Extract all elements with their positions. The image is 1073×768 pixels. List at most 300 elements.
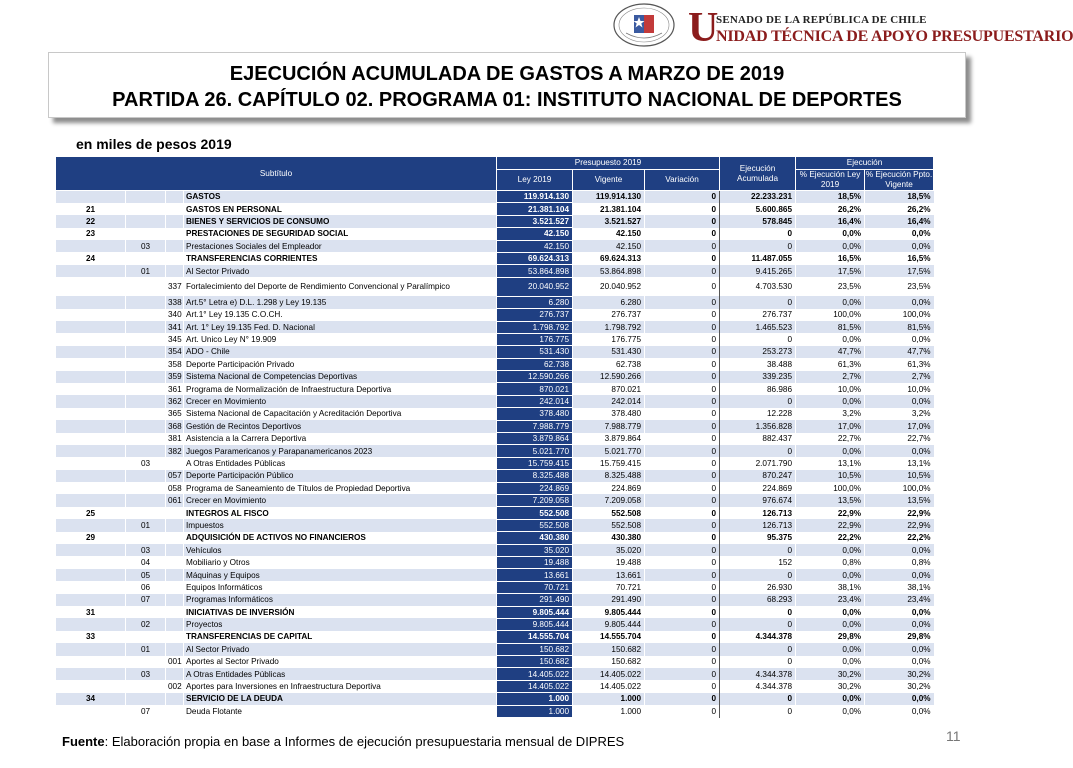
cell-a: [166, 265, 184, 277]
cell-a: [166, 507, 184, 519]
cell-var: 0: [645, 346, 720, 358]
cell-pv: 23,4%: [865, 594, 934, 606]
cell-s: [56, 544, 126, 556]
cell-vig: 291.490: [573, 594, 645, 606]
cell-vig: 15.759.415: [573, 457, 645, 469]
title-line1: EJECUCIÓN ACUMULADA DE GASTOS A MARZO DE 2019: [229, 63, 785, 85]
cell-i: 03: [126, 668, 166, 680]
cell-a: [166, 544, 184, 556]
cell-i: [126, 358, 166, 370]
cell-var: 0: [645, 470, 720, 482]
cell-i: [126, 631, 166, 643]
cell-i: [126, 215, 166, 227]
cell-vig: 1.798.792: [573, 321, 645, 333]
cell-ej: 126.713: [720, 519, 796, 531]
header-vigente: Vigente: [573, 170, 645, 191]
cell-i: [126, 346, 166, 358]
budget-table-container: [55, 156, 933, 718]
cell-vig: 9.805.444: [573, 606, 645, 618]
cell-vig: 3.879.864: [573, 433, 645, 445]
cell-pl: 38,1%: [796, 581, 865, 593]
cell-i: [126, 321, 166, 333]
cell-var: 0: [645, 265, 720, 277]
cell-pl: 2,7%: [796, 371, 865, 383]
cell-a: [166, 618, 184, 630]
cell-i: [126, 309, 166, 321]
cell-name: A Otras Entidades Públicas: [184, 668, 497, 680]
cell-pl: 18,5%: [796, 191, 865, 203]
cell-ej: 126.713: [720, 507, 796, 519]
cell-a: [166, 631, 184, 643]
cell-var: 0: [645, 705, 720, 717]
table-row: [56, 215, 934, 227]
cell-ley: 42.150: [497, 228, 573, 240]
brand-letter: U: [688, 5, 719, 51]
cell-vig: 150.682: [573, 656, 645, 668]
cell-a: 345: [166, 333, 184, 345]
cell-var: 0: [645, 203, 720, 215]
cell-ley: 1.000: [497, 705, 573, 717]
footer-text: : Elaboración propia en base a Informes de ejecución presupuestaria mensual de DIPRES: [104, 734, 625, 749]
table-row: [56, 656, 934, 668]
cell-i: [126, 494, 166, 506]
cell-vig: 62.738: [573, 358, 645, 370]
cell-ley: 20.040.952: [497, 277, 573, 296]
cell-a: 338: [166, 296, 184, 308]
cell-pl: 22,7%: [796, 433, 865, 445]
cell-a: 354: [166, 346, 184, 358]
cell-i: [126, 656, 166, 668]
cell-pv: 2,7%: [865, 371, 934, 383]
cell-name: TRANSFERENCIAS DE CAPITAL: [184, 631, 497, 643]
cell-pv: 13,5%: [865, 494, 934, 506]
cell-pl: 30,2%: [796, 668, 865, 680]
cell-i: 03: [126, 240, 166, 252]
cell-s: 22: [56, 215, 126, 227]
cell-pv: 81,5%: [865, 321, 934, 333]
cell-name: BIENES Y SERVICIOS DE CONSUMO: [184, 215, 497, 227]
cell-ej: 2.071.790: [720, 457, 796, 469]
cell-s: [56, 277, 126, 296]
brand-line1: SENADO DE LA REPÚBLICA DE CHILE: [716, 14, 927, 26]
cell-s: [56, 656, 126, 668]
cell-var: 0: [645, 383, 720, 395]
cell-ej: 224.869: [720, 482, 796, 494]
table-row: [56, 277, 934, 296]
cell-ej: 1.465.523: [720, 321, 796, 333]
table-row: [56, 191, 934, 203]
cell-ley: 176.775: [497, 333, 573, 345]
cell-a: 337: [166, 277, 184, 296]
cell-pl: 0,0%: [796, 240, 865, 252]
cell-a: [166, 643, 184, 655]
cell-ley: 9.805.444: [497, 606, 573, 618]
cell-ej: 0: [720, 606, 796, 618]
senado-seal-logo: [612, 3, 676, 47]
cell-a: [166, 252, 184, 264]
cell-i: [126, 252, 166, 264]
cell-pl: 0,0%: [796, 445, 865, 457]
cell-vig: 70.721: [573, 581, 645, 593]
cell-vig: 8.325.488: [573, 470, 645, 482]
cell-var: 0: [645, 680, 720, 692]
cell-vig: 14.555.704: [573, 631, 645, 643]
cell-pv: 10,5%: [865, 470, 934, 482]
cell-pv: 3,2%: [865, 408, 934, 420]
cell-name: Gestión de Recintos Deportivos: [184, 420, 497, 432]
cell-var: 0: [645, 191, 720, 203]
cell-ley: 531.430: [497, 346, 573, 358]
cell-pl: 10,5%: [796, 470, 865, 482]
cell-pv: 22,9%: [865, 519, 934, 531]
cell-s: [56, 643, 126, 655]
cell-vig: 224.869: [573, 482, 645, 494]
cell-pl: 22,2%: [796, 532, 865, 544]
cell-var: 0: [645, 594, 720, 606]
cell-vig: 242.014: [573, 395, 645, 407]
page-number: 11: [946, 728, 961, 744]
cell-a: 362: [166, 395, 184, 407]
cell-name: Crecer en Movimiento: [184, 395, 497, 407]
cell-a: [166, 569, 184, 581]
cell-a: 382: [166, 445, 184, 457]
cell-var: 0: [645, 656, 720, 668]
cell-var: 0: [645, 228, 720, 240]
cell-i: 01: [126, 519, 166, 531]
cell-i: 07: [126, 594, 166, 606]
table-row: [56, 693, 934, 705]
cell-pl: 29,8%: [796, 631, 865, 643]
cell-vig: 176.775: [573, 333, 645, 345]
cell-name: A Otras Entidades Públicas: [184, 457, 497, 469]
table-row: [56, 383, 934, 395]
cell-pv: 30,2%: [865, 668, 934, 680]
cell-pv: 0,0%: [865, 643, 934, 655]
cell-ej: 68.293: [720, 594, 796, 606]
cell-pv: 0,0%: [865, 693, 934, 705]
cell-s: [56, 296, 126, 308]
cell-ej: 95.375: [720, 532, 796, 544]
cell-vig: 21.381.104: [573, 203, 645, 215]
table-row: [56, 346, 934, 358]
cell-a: [166, 705, 184, 717]
cell-name: Aportes para Inversiones en Infraestructura Deportiva: [184, 680, 497, 692]
cell-i: 04: [126, 556, 166, 568]
table-row: [56, 420, 934, 432]
table-row: [56, 333, 934, 345]
cell-ley: 12.590.266: [497, 371, 573, 383]
cell-name: Aportes al Sector Privado: [184, 656, 497, 668]
cell-pv: 16,5%: [865, 252, 934, 264]
cell-var: 0: [645, 296, 720, 308]
cell-var: 0: [645, 544, 720, 556]
cell-ley: 53.864.898: [497, 265, 573, 277]
cell-s: [56, 556, 126, 568]
cell-var: 0: [645, 569, 720, 581]
cell-var: 0: [645, 371, 720, 383]
cell-pl: 17,0%: [796, 420, 865, 432]
footer-label: Fuente: [62, 734, 105, 749]
cell-ej: 4.344.378: [720, 668, 796, 680]
cell-name: Prestaciones Sociales del Empleador: [184, 240, 497, 252]
table-row: [56, 507, 934, 519]
cell-var: 0: [645, 321, 720, 333]
cell-name: ADO - Chile: [184, 346, 497, 358]
cell-name: Al Sector Privado: [184, 265, 497, 277]
cell-pl: 22,9%: [796, 519, 865, 531]
cell-a: [166, 215, 184, 227]
cell-i: [126, 470, 166, 482]
cell-ley: 119.914.130: [497, 191, 573, 203]
budget-table: [55, 156, 934, 718]
cell-ley: 15.759.415: [497, 457, 573, 469]
budget-table-body: [56, 191, 934, 718]
cell-name: Proyectos: [184, 618, 497, 630]
cell-a: 058: [166, 482, 184, 494]
cell-pv: 16,4%: [865, 215, 934, 227]
cell-var: 0: [645, 433, 720, 445]
cell-i: [126, 693, 166, 705]
cell-ley: 9.805.444: [497, 618, 573, 630]
cell-ley: 378.480: [497, 408, 573, 420]
table-row: [56, 395, 934, 407]
cell-s: [56, 371, 126, 383]
cell-pl: 13,1%: [796, 457, 865, 469]
cell-var: 0: [645, 693, 720, 705]
table-row: [56, 252, 934, 264]
cell-s: 24: [56, 252, 126, 264]
cell-pv: 0,0%: [865, 656, 934, 668]
cell-i: [126, 333, 166, 345]
cell-i: [126, 383, 166, 395]
cell-vig: 13.661: [573, 569, 645, 581]
header-ejecucion-acumulada: Ejecución Acumulada: [720, 157, 796, 191]
cell-ley: 552.508: [497, 507, 573, 519]
cell-ej: 882.437: [720, 433, 796, 445]
cell-name: Programa de Saneamiento de Títulos de Propiedad Deportiva: [184, 482, 497, 494]
cell-var: 0: [645, 420, 720, 432]
cell-i: [126, 228, 166, 240]
cell-pl: 17,5%: [796, 265, 865, 277]
cell-ley: 3.521.527: [497, 215, 573, 227]
table-row: [56, 680, 934, 692]
cell-ley: 14.555.704: [497, 631, 573, 643]
table-row: [56, 296, 934, 308]
cell-s: [56, 457, 126, 469]
cell-name: Impuestos: [184, 519, 497, 531]
cell-a: 340: [166, 309, 184, 321]
cell-name: Sistema Nacional de Competencias Deportivas: [184, 371, 497, 383]
cell-a: 359: [166, 371, 184, 383]
cell-pl: 0,0%: [796, 618, 865, 630]
cell-s: [56, 494, 126, 506]
cell-ej: 0: [720, 228, 796, 240]
cell-ley: 7.209.058: [497, 494, 573, 506]
table-row: [56, 358, 934, 370]
cell-pl: 0,0%: [796, 228, 865, 240]
cell-vig: 69.624.313: [573, 252, 645, 264]
table-row: [56, 569, 934, 581]
table-row: [56, 606, 934, 618]
cell-i: [126, 296, 166, 308]
cell-vig: 6.280: [573, 296, 645, 308]
cell-var: 0: [645, 606, 720, 618]
cell-name: Mobiliario y Otros: [184, 556, 497, 568]
cell-var: 0: [645, 507, 720, 519]
cell-pv: 38,1%: [865, 581, 934, 593]
cell-var: 0: [645, 532, 720, 544]
cell-s: [56, 594, 126, 606]
cell-a: [166, 519, 184, 531]
cell-s: 25: [56, 507, 126, 519]
cell-s: [56, 433, 126, 445]
cell-s: [56, 383, 126, 395]
cell-ej: 578.845: [720, 215, 796, 227]
cell-i: [126, 680, 166, 692]
cell-var: 0: [645, 457, 720, 469]
cell-pv: 22,7%: [865, 433, 934, 445]
cell-a: 002: [166, 680, 184, 692]
cell-pv: 47,7%: [865, 346, 934, 358]
cell-vig: 7.209.058: [573, 494, 645, 506]
cell-pv: 100,0%: [865, 309, 934, 321]
cell-vig: 1.000: [573, 693, 645, 705]
cell-pl: 10,0%: [796, 383, 865, 395]
cell-pl: 47,7%: [796, 346, 865, 358]
cell-var: 0: [645, 408, 720, 420]
cell-i: [126, 532, 166, 544]
cell-a: [166, 606, 184, 618]
cell-ej: 0: [720, 240, 796, 252]
cell-a: 365: [166, 408, 184, 420]
cell-pv: 23,5%: [865, 277, 934, 296]
cell-ley: 13.661: [497, 569, 573, 581]
cell-s: [56, 420, 126, 432]
cell-pl: 16,5%: [796, 252, 865, 264]
cell-name: INICIATIVAS DE INVERSIÓN: [184, 606, 497, 618]
header-ley-2019: Ley 2019: [497, 170, 573, 191]
cell-pl: 23,4%: [796, 594, 865, 606]
cell-ley: 35.020: [497, 544, 573, 556]
cell-a: [166, 668, 184, 680]
header-subtitulo: Subtítulo: [56, 157, 497, 191]
cell-pl: 100,0%: [796, 309, 865, 321]
cell-vig: 14.405.022: [573, 680, 645, 692]
cell-name: Equipos Informáticos: [184, 581, 497, 593]
cell-s: 33: [56, 631, 126, 643]
cell-ley: 21.381.104: [497, 203, 573, 215]
cell-var: 0: [645, 556, 720, 568]
table-row: [56, 668, 934, 680]
cell-vig: 3.521.527: [573, 215, 645, 227]
table-row: [56, 228, 934, 240]
cell-ej: 4.344.378: [720, 680, 796, 692]
cell-vig: 150.682: [573, 643, 645, 655]
cell-s: 21: [56, 203, 126, 215]
cell-vig: 552.508: [573, 519, 645, 531]
cell-i: 03: [126, 544, 166, 556]
cell-a: [166, 532, 184, 544]
table-row: [56, 309, 934, 321]
cell-ej: 12.228: [720, 408, 796, 420]
cell-vig: 14.405.022: [573, 668, 645, 680]
cell-ej: 0: [720, 656, 796, 668]
cell-a: 358: [166, 358, 184, 370]
cell-ley: 14.405.022: [497, 668, 573, 680]
cell-ley: 3.879.864: [497, 433, 573, 445]
cell-pl: 81,5%: [796, 321, 865, 333]
cell-i: [126, 395, 166, 407]
footer-source: [62, 734, 624, 749]
cell-pl: 0,0%: [796, 569, 865, 581]
cell-pv: 30,2%: [865, 680, 934, 692]
cell-name: Al Sector Privado: [184, 643, 497, 655]
cell-vig: 276.737: [573, 309, 645, 321]
cell-pl: 0,0%: [796, 643, 865, 655]
cell-name: GASTOS: [184, 191, 497, 203]
table-row: [56, 470, 934, 482]
cell-s: [56, 265, 126, 277]
cell-ej: 0: [720, 618, 796, 630]
cell-ley: 42.150: [497, 240, 573, 252]
cell-name: Deporte Participación Público: [184, 470, 497, 482]
cell-pv: 0,0%: [865, 569, 934, 581]
unidad-tecnica-brand-logo: [688, 5, 1073, 51]
cell-pv: 0,0%: [865, 618, 934, 630]
cell-ej: 0: [720, 296, 796, 308]
cell-vig: 12.590.266: [573, 371, 645, 383]
cell-ej: 870.247: [720, 470, 796, 482]
cell-var: 0: [645, 333, 720, 345]
cell-s: [56, 445, 126, 457]
cell-ley: 70.721: [497, 581, 573, 593]
cell-ej: 0: [720, 445, 796, 457]
cell-i: [126, 482, 166, 494]
cell-ley: 276.737: [497, 309, 573, 321]
table-row: [56, 631, 934, 643]
cell-pv: 29,8%: [865, 631, 934, 643]
table-row: [56, 203, 934, 215]
table-row: [56, 321, 934, 333]
cell-name: Art.1° Ley 19.135 C.O.CH.: [184, 309, 497, 321]
title-line2: PARTIDA 26. CAPÍTULO 02. PROGRAMA 01: INSTITUTO NACIONAL DE DEPORTES: [112, 89, 902, 111]
cell-var: 0: [645, 309, 720, 321]
table-row: [56, 544, 934, 556]
cell-name: Programa de Normalización de Infraestructura Deportiva: [184, 383, 497, 395]
brand-line2: NIDAD TÉCNICA DE APOYO PRESUPUESTARIO: [716, 28, 1073, 45]
cell-a: [166, 556, 184, 568]
header-presupuesto: Presupuesto 2019: [497, 157, 720, 170]
cell-vig: 531.430: [573, 346, 645, 358]
cell-name: Deporte Participación Privado: [184, 358, 497, 370]
cell-var: 0: [645, 581, 720, 593]
cell-i: 03: [126, 457, 166, 469]
cell-var: 0: [645, 618, 720, 630]
cell-s: 34: [56, 693, 126, 705]
cell-s: [56, 321, 126, 333]
cell-pl: 0,0%: [796, 705, 865, 717]
cell-name: Programas Informáticos: [184, 594, 497, 606]
cell-ley: 430.380: [497, 532, 573, 544]
cell-ej: 5.600.865: [720, 203, 796, 215]
cell-ley: 552.508: [497, 519, 573, 531]
cell-name: ADQUISICIÓN DE ACTIVOS NO FINANCIEROS: [184, 532, 497, 544]
cell-var: 0: [645, 494, 720, 506]
cell-name: Máquinas y Equipos: [184, 569, 497, 581]
cell-s: [56, 705, 126, 717]
cell-vig: 19.488: [573, 556, 645, 568]
cell-ej: 1.356.828: [720, 420, 796, 432]
